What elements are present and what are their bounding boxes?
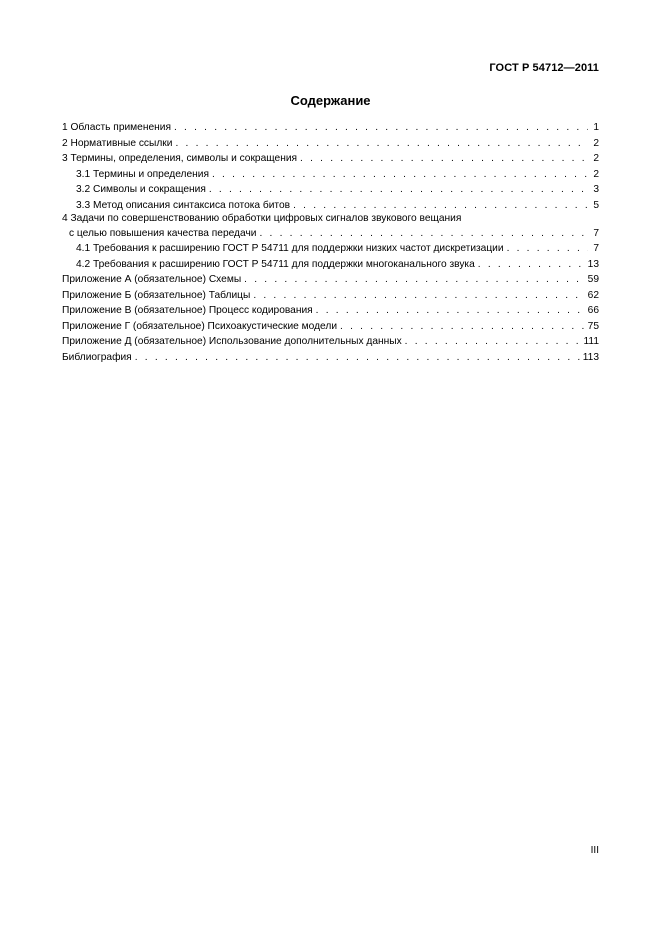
toc-entry-label: 3.2 Символы и сокращения [76,184,206,195]
toc-entry-label: 4.2 Требования к расширению ГОСТ Р 54711 для поддержки многоканального звука [76,258,475,270]
toc-leader-dots [293,198,588,214]
toc-entry-page: 66 [587,305,599,316]
toc-entry-label: Библиография [62,351,132,363]
toc-leader-dots [212,167,588,183]
toc-entry-page: 2 [593,153,599,164]
toc-entry-multiline-first[interactable] [62,213,599,226]
toc-entry-label: 3 Термины, определения, символы и сокращения [62,153,298,164]
toc-leader-dots [135,350,580,366]
document-code: ГОСТ Р 54712—2011 [489,62,599,74]
toc-entry-page: 7 [593,227,599,239]
toc-subentry[interactable] [62,182,599,198]
toc-entry-page: 13 [587,258,599,270]
toc-leader-dots [507,241,588,257]
toc-entry-page: 1 [593,122,599,133]
toc-entry-label: 4 Задачи по совершенствованию обработки цифровых сигналов звукового вещания [62,213,462,224]
toc-leader-dots [300,151,588,167]
toc-entry-page: 59 [587,274,599,285]
toc-entry-label: Приложение Б (обязательное) Таблицы [62,289,251,301]
toc-leader-dots [340,319,585,335]
toc-leader-dots [253,288,584,304]
toc-subentry[interactable] [62,167,599,183]
toc-leader-dots [175,136,588,152]
toc-leader-dots [316,303,585,319]
toc-entry-page: 62 [587,289,599,301]
toc-entry[interactable] [62,136,599,152]
toc-leader-dots [259,226,588,242]
toc-entry[interactable] [62,151,599,167]
toc-entry-label: 3.3 Метод описания синтаксиса потока битов [76,199,291,211]
toc-entry-page: 111 [583,336,599,347]
toc-entry-page: 75 [587,320,599,332]
toc-leader-dots [174,120,588,136]
toc-title: Содержание [290,93,371,108]
toc-entry-page: 5 [593,199,599,211]
toc-entry-label: 4.1 Требования к расширению ГОСТ Р 54711 для поддержки низких частот дискретизации [76,243,504,254]
toc-entry[interactable] [62,303,599,319]
toc-subentry[interactable] [62,257,599,273]
toc-leader-dots [478,257,585,273]
toc-leader-dots [405,334,581,350]
toc-subentry[interactable] [62,198,599,214]
toc-entry-page: 113 [582,351,599,363]
toc-entry-label: Приложение Д (обязательное) Использование дополнительных данных [62,336,402,347]
toc-entry-label: Приложение А (обязательное) Схемы [62,274,242,285]
toc-entry-label: 2 Нормативные ссылки [62,137,173,149]
toc-entry[interactable] [62,319,599,335]
toc-leader-dots [209,182,588,198]
toc-entry-multiline-second[interactable] [62,226,599,242]
toc-entry-label: Приложение Г (обязательное) Психоакустические модели [62,320,338,332]
toc-subentry[interactable] [62,241,599,257]
toc-entry[interactable] [62,350,599,366]
toc-entry[interactable] [62,272,599,288]
toc-entry-label: Приложение В (обязательное) Процесс кодирования [62,305,313,316]
toc-entry[interactable] [62,120,599,136]
toc-entry-label-continued: с целью повышения качества передачи [69,227,257,239]
page-number: III [590,845,599,856]
toc-entry-page: 7 [593,243,599,254]
toc-entry-label: 1 Область применения [62,122,171,133]
toc-entry-page: 3 [593,184,599,195]
toc-entry[interactable] [62,288,599,304]
table-of-contents [62,120,599,365]
toc-entry-page: 2 [593,168,599,180]
toc-entry-page: 2 [593,137,599,149]
toc-leader-dots [244,272,585,288]
toc-entry[interactable] [62,334,599,350]
toc-entry-label: 3.1 Термины и определения [76,168,209,180]
